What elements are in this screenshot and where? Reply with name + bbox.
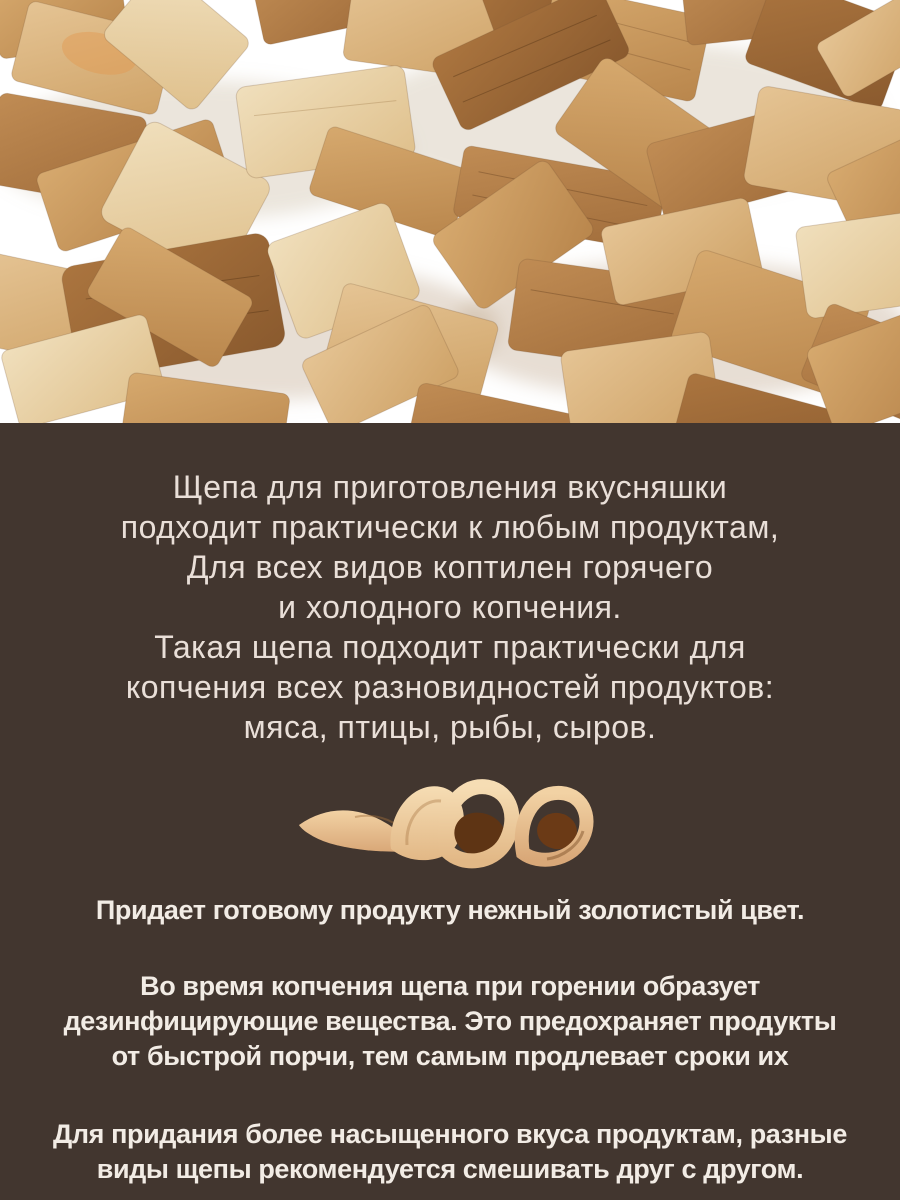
body-copy (0, 893, 900, 1187)
headline-line: Такая щепа подходит практически для (154, 629, 746, 665)
headline-line: Для всех видов коптилен горячего (186, 549, 714, 585)
headline-line: подходит практически к любым продуктам, (120, 509, 780, 545)
paragraph-line: Во время копчения щепа при горении образует (140, 971, 760, 1001)
headline-line: копчения всех разновидностей продуктов: (125, 669, 775, 705)
headline-line: Щепа для приготовления вкусняшки (172, 469, 728, 505)
wood-shaving-image (0, 773, 900, 877)
paragraph-mixing (0, 1117, 900, 1187)
headline-line: мяса, птицы, рыбы, сыров. (243, 709, 657, 745)
headline-block (0, 467, 900, 747)
wood-chips-illustration (0, 0, 900, 423)
paragraph-golden-color (0, 893, 900, 928)
paragraph-line: дезинфицирующие вещества. Это предохраняет продукты (63, 1006, 837, 1036)
paragraph-line: от быстрой порчи, тем самым продлевает сроки их (111, 1041, 789, 1071)
headline-line: и холодного копчения. (278, 589, 622, 625)
paragraph-line: Придает готовому продукту нежный золотистый цвет. (95, 895, 805, 925)
wood-shaving-icon (295, 773, 605, 877)
paragraph-disinfect (0, 969, 900, 1074)
paragraph-line: виды щепы рекомендуется смешивать друг с другом. (96, 1154, 804, 1184)
wood-chips-photo (0, 0, 900, 423)
paragraph-line: Для придания более насыщенного вкуса продуктам, разные (53, 1119, 847, 1149)
